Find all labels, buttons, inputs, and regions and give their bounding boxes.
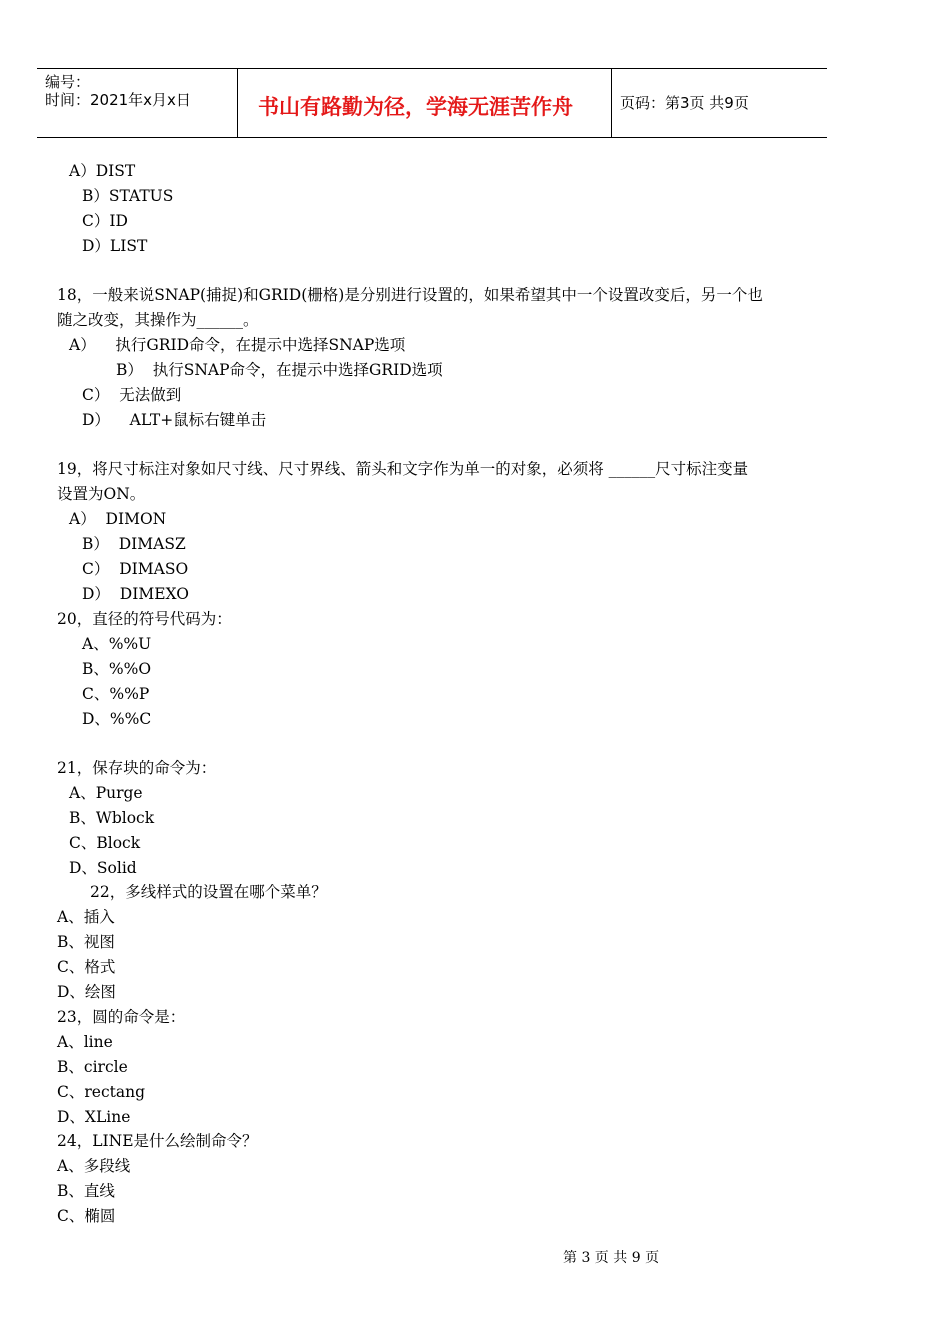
q22-question: 22，多线样式的设置在哪个菜单？ [90,883,327,901]
q18-question-line1: 18，一般来说SNAP(捕捉)和GRID(栅格)是分别进行设置的，如果希望其中一个设置改变后，另一个也 [57,286,763,304]
q19-option-c: C） DIMASO [82,560,189,578]
q18-question-line2: 随之改变，其操作为______。 [57,311,259,329]
q19-question-line2: 设置为ON。 [57,485,146,503]
time-label: 时间：2021年x月x日 [45,91,191,109]
q18-option-a: A） 执行GRID命令，在提示中选择SNAP选项 [69,336,406,354]
q18-option-b: B） 执行SNAP命令，在提示中选择GRID选项 [116,361,443,379]
q20-option-a: A、%%U [82,635,152,653]
q23-option-d: D、XLine [57,1108,131,1126]
q23-question: 23，圆的命令是： [57,1008,186,1026]
q20-question: 20，直径的符号代码为： [57,610,232,628]
q19-question-line1: 19，将尺寸标注对象如尺寸线、尺寸界线、箭头和文字作为单一的对象，必须将 ______尺寸标注变量 [57,460,749,478]
q22-option-a: A、插入 [57,908,115,926]
q21-option-c: C、Block [69,834,141,852]
q21-option-a: A、Purge [69,784,143,802]
q18-option-d: D） ALT+鼠标右键单击 [82,411,267,429]
q22-option-b: B、视图 [57,933,115,951]
q17-option-d: D）LIST [82,237,148,255]
q19-option-d: D） DIMEXO [82,585,189,603]
q23-option-b: B、circle [57,1058,128,1076]
q17-option-c: C）ID [82,212,128,230]
q19-option-a: A） DIMON [69,510,167,528]
number-label: 编号： [45,73,91,91]
q20-option-d: D、%%C [82,710,152,728]
q22-option-c: C、格式 [57,958,116,976]
q23-option-a: A、line [57,1033,113,1051]
q17-option-a: A）DIST [69,162,136,180]
header-right-cell [612,69,827,137]
q24-question: 24，LINE是什么绘制命令？ [57,1132,258,1150]
q21-option-b: B、Wblock [69,809,155,827]
page-number-label: 页码：第3页 共9页 [620,94,749,112]
q18-option-c: C） 无法做到 [82,386,182,404]
q17-option-b: B）STATUS [82,187,174,205]
q24-option-c: C、椭圆 [57,1207,116,1225]
page-footer: 第 3 页 共 9 页 [563,1250,660,1266]
page-header [37,68,827,138]
q24-option-a: A、多段线 [57,1157,131,1175]
q20-option-c: C、%%P [82,685,150,703]
q21-question: 21，保存块的命令为： [57,759,217,777]
q21-option-d: D、Solid [69,859,137,877]
header-middle-cell [238,69,612,137]
motto: 书山有路勤为径，学海无涯苦作舟 [258,95,573,119]
q22-option-d: D、绘图 [57,983,116,1001]
q24-option-b: B、直线 [57,1182,115,1200]
header-left-cell [37,69,238,137]
q19-option-b: B） DIMASZ [82,535,186,553]
q20-option-b: B、%%O [82,660,152,678]
q23-option-c: C、rectang [57,1083,145,1101]
